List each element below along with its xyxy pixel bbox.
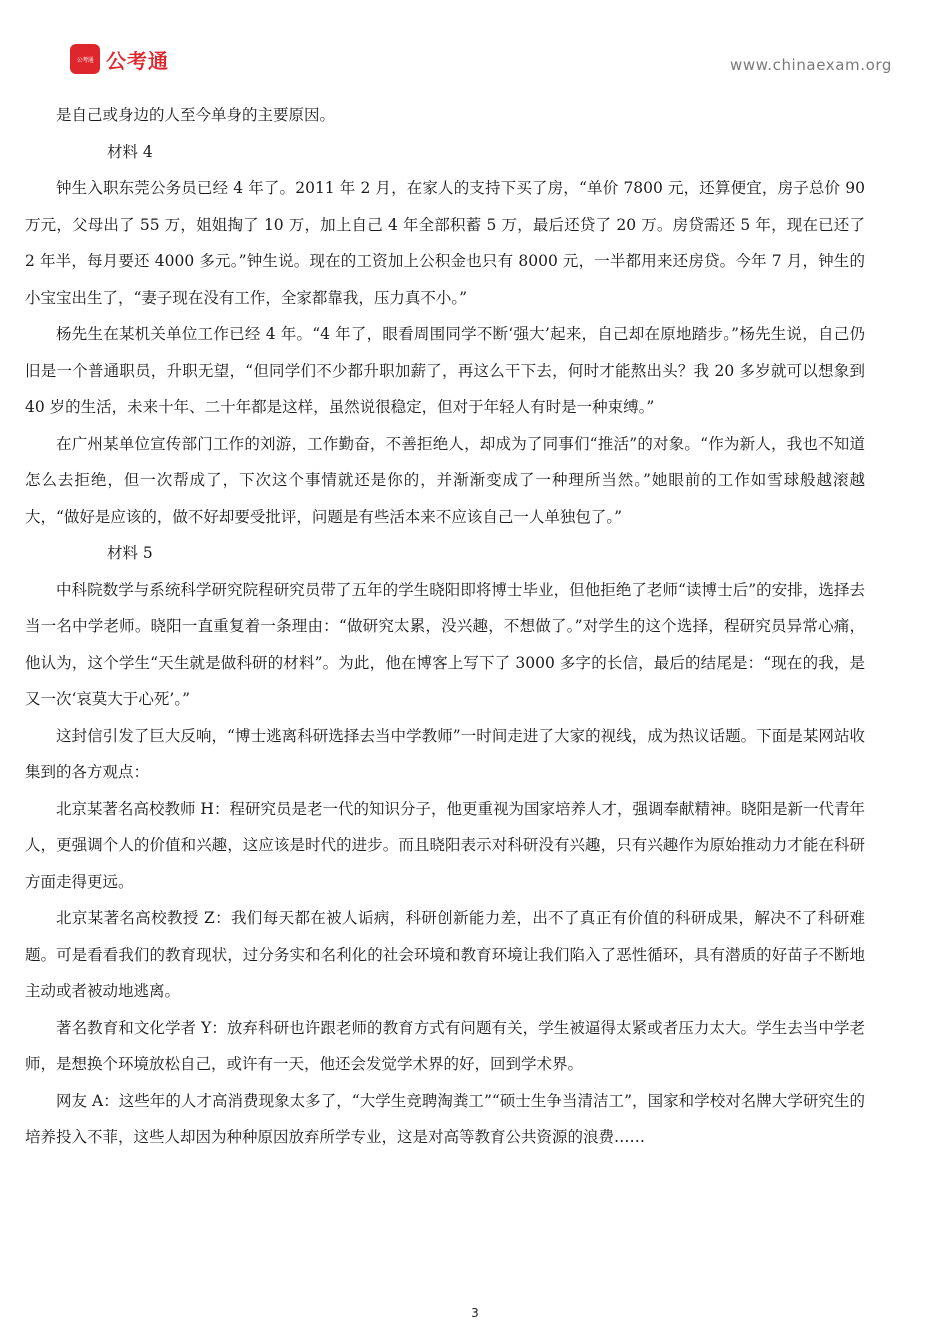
paragraph: 中科院数学与系统科学研究院程研究员带了五年的学生晓阳即将博士毕业，但他拒绝了老师“读博士后”的安排，选择去当一名中学老师。晓阳一直重复着一条理由：“做研究太累，没兴趣，不想做了。”对学生的这个选择，程研究员异常心痛，他认为，这个学生“天生就是做科研的材料”。为此，他在博客上写下了 3000 多字的长信，最后的结尾是：“现在的我，是又一次‘哀莫大于心死’。”: [25, 580, 865, 708]
page-header: [0, 0, 950, 90]
section-heading: 材料 4: [107, 142, 153, 161]
logo-text: 公考通: [106, 48, 169, 73]
paragraph: 北京某著名高校教师 H：程研究员是老一代的知识分子，他更重视为国家培养人才，强调奉献精神。晓阳是新一代青年人，更强调个人的价值和兴趣，这应该是时代的进步。而且晓阳表示对科研没有兴趣，只有兴趣作为原始推动力才能在科研方面走得更远。: [25, 799, 865, 891]
document-body: [25, 97, 865, 1156]
paragraph: 钟生入职东莞公务员已经 4 年了。2011 年 2 月，在家人的支持下买了房，“单价 7800 元，还算便宜，房子总价 90 万元，父母出了 55 万，姐姐掏了 10 万，加上自己 4 年全部积蓄 5 万，最后还贷了 20 万。房贷需还 5 年，现在已还了 2 年半，每月要还 4000 多元。”钟生说。现在的工资加上公积金也只有 8000 元，一半都用来还房贷。今年 7 月，钟生的小宝宝出生了，“妻子现在没有工作，全家都靠我，压力真不小。”: [25, 179, 865, 307]
logo-badge-icon: 公考通: [70, 44, 100, 74]
paragraph: 网友 A：这些年的人才高消费现象太多了，“大学生竞聘淘粪工”“硕士生争当清洁工”，国家和学校对名牌大学研究生的培养投入不菲，这些人却因为种种原因放弃所学专业，这是对高等教育公共资源的浪费……: [25, 1091, 865, 1146]
paragraph: 是自己或身边的人至今单身的主要原因。: [56, 106, 336, 124]
paragraph: 北京某著名高校教授 Z：我们每天都在被人诟病，科研创新能力差，出不了真正有价值的科研成果，解决不了科研难题。可是看看我们的教育现状，过分务实和名利化的社会环境和教育环境让我们陷入了恶性循环，具有潜质的好苗子不断地主动或者被动地逃离。: [25, 909, 865, 1000]
paragraph: 杨先生在某机关单位工作已经 4 年。“4 年了，眼看周围同学不断‘强大’起来，自己却在原地踏步。”杨先生说，自己仍旧是一个普通职员，升职无望，“但同学们不少都升职加薪了，再这么干下去，何时才能熬出头？我 20 多岁就可以想象到 40 岁的生活，未来十年、二十年都是这样，虽然说很稳定，但对于年轻人有时是一种束缚。”: [25, 325, 865, 416]
site-url: www.chinaexam.org: [730, 56, 893, 74]
paragraph: 著名教育和文化学者 Y：放弃科研也许跟老师的教育方式有问题有关，学生被逼得太紧或者压力太大。学生去当中学老师，是想换个环境放松自己，或许有一天，他还会发觉学术界的好，回到学术界。: [25, 1018, 865, 1073]
paragraph: 这封信引发了巨大反响，“博士逃离科研选择去当中学教师”一时间走进了大家的视线，成为热议话题。下面是某网站收集到的各方观点：: [25, 726, 865, 781]
section-heading: 材料 5: [107, 544, 153, 562]
paragraph: 在广州某单位宣传部门工作的刘游，工作勤奋，不善拒绝人，却成为了同事们“推活”的对象。“作为新人，我也不知道怎么去拒绝，但一次帮成了，下次这个事情就还是你的，并渐渐变成了一种理所当然。”她眼前的工作如雪球般越滚越大，“做好是应该的，做不好却要受批评，问题是有些活本来不应该自己一人单独包了。”: [25, 434, 865, 526]
logo: [70, 44, 169, 74]
page-number: 3: [471, 1306, 479, 1320]
